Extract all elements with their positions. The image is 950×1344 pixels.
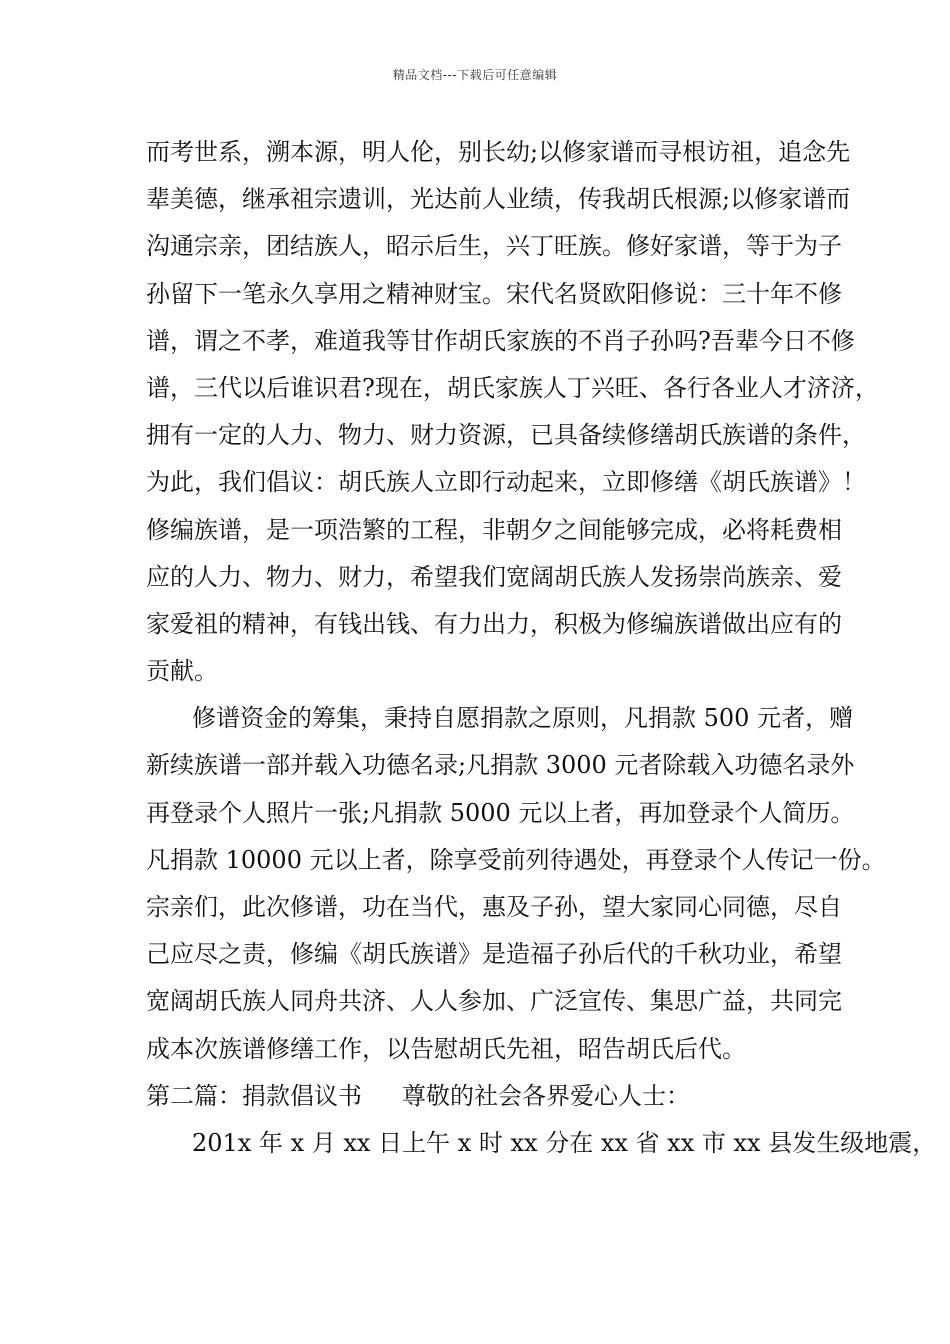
paragraph-line: 贡献。: [146, 657, 218, 686]
paragraph-line: 201x 年 x 月 xx 日上午 x 时 xx 分在 xx 省 xx 市 xx 县发生级地震，: [192, 1128, 937, 1157]
paragraph-line: 谱，谓之不孝，难道我等甘作胡氏家族的不肖子孙吗?吾辈今日不修: [146, 326, 855, 355]
paragraph-line: 辈美德，继承祖宗遗训，光达前人业绩，传我胡氏根源;以修家谱而: [146, 185, 851, 214]
paragraph-line: 再登录个人照片一张;凡捐款 5000 元以上者，再加登录个人简历。: [146, 798, 855, 827]
paragraph-line: 孙留下一笔永久享用之精神财宝。宋代名贤欧阳修说：三十年不修: [146, 279, 842, 308]
section-title: 第二篇：捐款倡议书: [146, 1081, 362, 1110]
paragraph-line: 应的人力、物力、财力，希望我们宽阔胡氏族人发扬崇尚族亲、爱: [146, 562, 842, 591]
document-body: [146, 129, 937, 1167]
paragraph-line: 宽阔胡氏族人同舟共济、人人参加、广泛宣传、集思广益，共同完: [146, 987, 842, 1016]
paragraph-line: 凡捐款 10000 元以上者，除享受前列待遇处，再登录个人传记一份。: [146, 845, 886, 874]
paragraph-line: 家爱祖的精神，有钱出钱、有力出力，积极为修编族谱做出应有的: [146, 609, 842, 638]
salutation: 尊敬的社会各界爱心人士：: [402, 1081, 690, 1110]
paragraph-line: 修编族谱，是一项浩繁的工程，非朝夕之间能够完成，必将耗费相: [146, 515, 842, 544]
paragraph-line: 拥有一定的人力、物力、财力资源，已具备续修缮胡氏族谱的条件，: [146, 421, 866, 450]
paragraph-line: 新续族谱一部并载入功德名录;凡捐款 3000 元者除载入功德名录外: [146, 751, 855, 780]
section-heading-line: [146, 1073, 836, 1120]
paragraph-line: 沟通宗亲，团结族人，昭示后生，兴丁旺族。修好家谱，等于为子: [146, 232, 842, 261]
paragraph-line: 成本次族谱修缮工作，以告慰胡氏先祖，昭告胡氏后代。: [146, 1034, 746, 1063]
paragraph-line: 而考世系，溯本源，明人伦，别长幼;以修家谱而寻根访祖，追念先: [146, 138, 851, 166]
paragraph-line: 己应尽之责，修编《胡氏族谱》是造福子孙后代的千秋功业，希望: [146, 940, 842, 969]
paragraph-line: 为此，我们倡议：胡氏族人立即行动起来，立即修缮《胡氏族谱》！: [146, 468, 866, 497]
page-header: 精品文档---下载后可任意编辑: [392, 68, 558, 82]
paragraph-line: 谱，三代以后谁识君?现在，胡氏家族人丁兴旺、各行各业人才济济，: [146, 373, 879, 402]
paragraph-line: 修谱资金的筹集，秉持自愿捐款之原则，凡捐款 500 元者，赠: [192, 704, 854, 733]
paragraph-line: 宗亲们，此次修谱，功在当代，惠及子孙，望大家同心同德，尽自: [146, 893, 842, 921]
